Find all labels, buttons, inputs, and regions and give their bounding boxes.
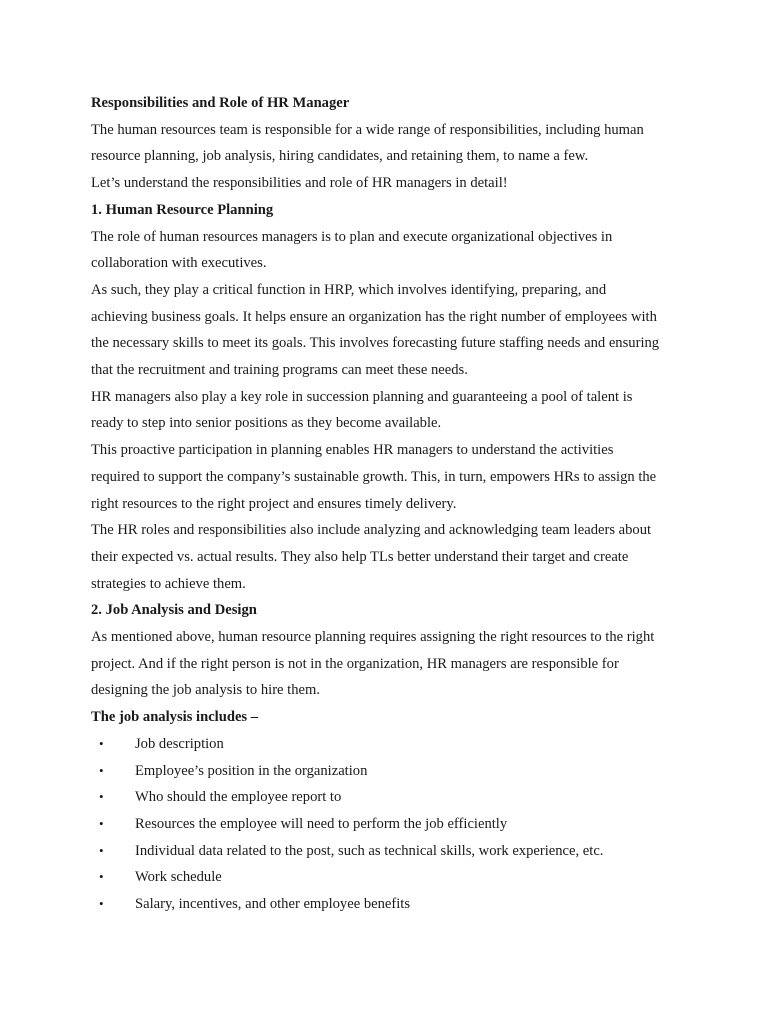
section1-line: achieving business goals. It helps ensure an organization has the right number of employees with [91, 308, 657, 325]
document-page [91, 90, 691, 918]
section1-line: strategies to achieve them. [91, 575, 246, 592]
bullet-icon: • [99, 735, 104, 751]
section1-line: their expected vs. actual results. They also help TLs better understand their target and create [91, 548, 629, 565]
job-analysis-list [91, 731, 691, 918]
bullet-icon: • [99, 869, 104, 885]
section2-line: designing the job analysis to hire them. [91, 682, 321, 699]
list-item [91, 864, 691, 891]
section1-line: This proactive participation in planning enables HR managers to understand the activities [91, 442, 614, 459]
section1-line: right resources to the right project and ensures timely delivery. [91, 495, 457, 512]
section1-line: As such, they play a critical function in HRP, which involves identifying, preparing, and [91, 281, 607, 298]
bullet-icon: • [99, 762, 104, 778]
list-item-text: Salary, incentives, and other employee benefits [135, 896, 411, 913]
bullet-icon: • [99, 815, 104, 831]
section-heading-hr-planning: 1. Human Resource Planning [91, 201, 274, 218]
section1-line: ready to step into senior positions as they become available. [91, 415, 442, 432]
section-heading-job-analysis: 2. Job Analysis and Design [91, 602, 257, 619]
section1-line: collaboration with executives. [91, 255, 267, 272]
list-item [91, 731, 691, 758]
list-heading: The job analysis includes – [91, 709, 259, 726]
list-item [91, 811, 691, 838]
intro-line: Let’s understand the responsibilities and role of HR managers in detail! [91, 175, 508, 192]
list-item [91, 784, 691, 811]
list-item-text: Resources the employee will need to perform the job efficiently [135, 815, 508, 832]
intro-line: The human resources team is responsible for a wide range of responsibilities, including human [91, 121, 644, 138]
list-item [91, 838, 691, 865]
list-item [91, 758, 691, 785]
section1-line: that the recruitment and training programs can meet these needs. [91, 362, 468, 379]
list-item-text: Employee’s position in the organization [135, 762, 368, 779]
section1-line: The role of human resources managers is to plan and execute organizational objectives in [91, 228, 613, 245]
intro-line: resource planning, job analysis, hiring candidates, and retaining them, to name a few. [91, 148, 589, 165]
section1-line: required to support the company’s sustainable growth. This, in turn, empowers HRs to assign the [91, 468, 657, 485]
list-item-text: Individual data related to the post, such as technical skills, work experience, etc. [135, 842, 604, 859]
list-item-text: Who should the employee report to [135, 789, 342, 806]
bullet-icon: • [99, 896, 104, 912]
section2-line: As mentioned above, human resource planning requires assigning the right resources to the right [91, 629, 655, 646]
bullet-icon: • [99, 842, 104, 858]
section1-line: the necessary skills to meet its goals. This involves forecasting future staffing needs and ensuring [91, 335, 660, 352]
list-item-text: Job description [135, 735, 224, 752]
list-item-text: Work schedule [135, 869, 222, 886]
section1-line: HR managers also play a key role in succession planning and guaranteeing a pool of talent is [91, 388, 633, 405]
section2-line: project. And if the right person is not in the organization, HR managers are responsible for [91, 655, 619, 672]
section1-line: The HR roles and responsibilities also include analyzing and acknowledging team leaders about [91, 522, 652, 539]
list-item [91, 891, 691, 918]
document-title: Responsibilities and Role of HR Manager [91, 95, 350, 111]
bullet-icon: • [99, 789, 104, 805]
